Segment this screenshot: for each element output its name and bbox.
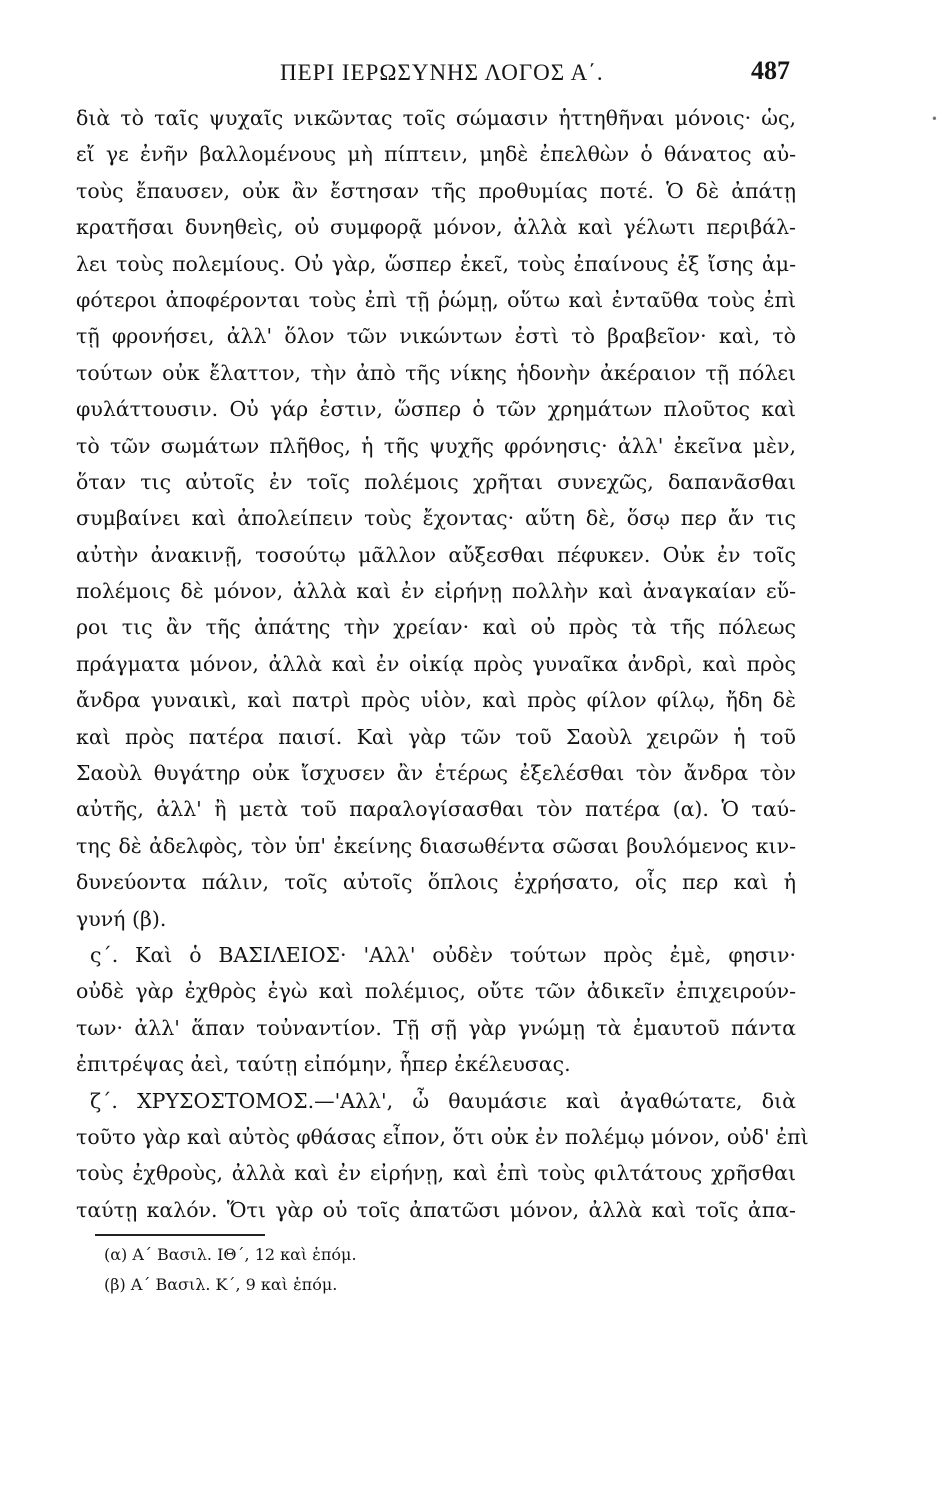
text-line: πολέμοις δὲ μόνον, ἀλλὰ καὶ ἐν εἰρήνῃ πολλὴν καὶ ἀναγκαίαν εὕ- <box>76 579 796 604</box>
text-line: τούτων οὐκ ἔλαττον, τὴν ἀπὸ τῆς νίκης ἡδονὴν ἀκέραιον τῇ πόλει <box>76 360 796 385</box>
text-line: εἴ γε ἐνῆν βαλλομένους μὴ πίπτειν, μηδὲ ἐπελθὼν ὁ θάνατος αὐ- <box>76 142 796 167</box>
text-line: αὐτῆς, ἀλλ' ἢ μετὰ τοῦ παραλογίσασθαι τὸν πατέρα (α). Ὁ ταύ- <box>76 797 796 822</box>
section-heading-line: ζ΄. ΧΡΥΣΟΣΤΟΜΟΣ.—'Αλλ', ὦ θαυμάσιε καὶ ἀγαθώτατε, διὰ <box>90 1088 796 1113</box>
footnote: (α) Α΄ Βασιλ. ΙΘ΄, 12 καὶ ἑπόμ. <box>104 1245 357 1264</box>
text-line: τὸ τῶν σωμάτων πλῆθος, ἡ τῆς ψυχῆς φρόνησις· ἀλλ' ἐκεῖνα μὲν, <box>76 433 796 458</box>
body-text <box>76 100 809 1228</box>
text-line: τοὺς ἔπαυσεν, οὐκ ἂν ἔστησαν τῆς προθυμίας ποτέ. Ὁ δὲ ἀπάτῃ <box>76 178 796 203</box>
text-line: ἄνδρα γυναικὶ, καὶ πατρὶ πρὸς υἱὸν, καὶ πρὸς φίλον φίλῳ, ἤδη δὲ <box>76 688 796 713</box>
page-number: 487 <box>751 56 790 85</box>
text-line: οὐδὲ γὰρ ἐχθρὸς ἐγὼ καὶ πολέμιος, οὔτε τῶν ἀδικεῖν ἐπιχειρούν- <box>76 979 796 1004</box>
text-line: γυνή (β). <box>76 906 167 931</box>
text-line: δυνεύοντα πάλιν, τοῖς αὐτοῖς ὅπλοις ἐχρήσατο, οἷς περ καὶ ἡ <box>76 870 796 895</box>
footnotes <box>104 1240 604 1300</box>
text-line: των· ἀλλ' ἅπαν τοὐναντίον. Τῇ σῇ γὰρ γνώμῃ τὰ ἐμαυτοῦ πάντα <box>76 1015 796 1040</box>
text-line: κρατῆσαι δυνηθεὶς, οὐ συμφορᾷ μόνον, ἀλλὰ καὶ γέλωτι περιβάλ- <box>76 215 796 240</box>
text-line: αὐτὴν ἀνακινῇ, τοσούτῳ μᾶλλον αὔξεσθαι πέφυκεν. Οὐκ ἐν τοῖς <box>76 542 796 567</box>
text-line: λει τοὺς πολεμίους. Οὐ γὰρ, ὥσπερ ἐκεῖ, τοὺς ἐπαίνους ἐξ ἴσης ἀμ- <box>76 251 796 276</box>
footnote-divider <box>95 1234 265 1236</box>
text-line: ροι τις ἂν τῆς ἀπάτης τὴν χρείαν· καὶ οὐ πρὸς τὰ τῆς πόλεως <box>76 615 796 640</box>
text-line: ἐπιτρέψας ἀεὶ, ταύτῃ εἰπόμην, ἧπερ ἐκέλευσας. <box>76 1052 571 1077</box>
text-line: φυλάττουσιν. Οὐ γάρ ἐστιν, ὥσπερ ὁ τῶν χρημάτων πλοῦτος καὶ <box>76 397 796 422</box>
text-line: ταύτῃ καλόν. Ὅτι γὰρ οὐ τοῖς ἀπατῶσι μόνον, ἀλλὰ καὶ τοῖς ἀπα- <box>76 1197 796 1222</box>
text-line: Σαοὺλ θυγάτηρ οὐκ ἴσχυσεν ἂν ἑτέρως ἐξελέσθαι τὸν ἄνδρα τὸν <box>76 761 796 786</box>
text-line: ὅταν τις αὐτοῖς ἐν τοῖς πολέμοις χρῆται συνεχῶς, δαπανᾶσθαι <box>76 469 796 494</box>
scan-edge-mark: • <box>930 112 938 126</box>
footnote: (β) Α΄ Βασιλ. Κ΄, 9 καὶ ἑπόμ. <box>104 1275 338 1294</box>
text-line: τοῦτο γὰρ καὶ αὐτὸς φθάσας εἶπον, ὅτι οὐκ ἐν πολέμῳ μόνον, οὐδ' ἐπὶ <box>76 1124 809 1149</box>
text-line: φότεροι ἀποφέρονται τοὺς ἐπὶ τῇ ῥώμῃ, οὕτω καὶ ἐνταῦθα τοὺς ἐπὶ <box>76 287 796 312</box>
text-line: τῇ φρονήσει, ἀλλ' ὅλον τῶν νικώντων ἐστὶ τὸ βραβεῖον· καὶ, τὸ <box>76 324 796 349</box>
text-line: τοὺς ἐχθροὺς, ἀλλὰ καὶ ἐν εἰρήνῃ, καὶ ἐπὶ τοὺς φιλτάτους χρῆσθαι <box>76 1161 796 1186</box>
section-heading-line: ς΄. Καὶ ὁ ΒΑΣΙΛΕΙΟΣ· 'Αλλ' οὐδὲν τούτων πρὸς ἐμὲ, φησιν· <box>90 942 796 967</box>
page-header <box>90 54 790 90</box>
text-line: συμβαίνει καὶ ἀπολείπειν τοὺς ἔχοντας· αὕτη δὲ, ὅσῳ περ ἄν τις <box>76 506 796 531</box>
text-line: διὰ τὸ ταῖς ψυχαῖς νικῶντας τοῖς σώμασιν ἡττηθῆναι μόνοις· ὡς, <box>76 106 796 130</box>
running-head: ΠΕΡΙ ΙΕΡΩΣΥΝΗΣ ΛΟΓΟΣ Α΄. <box>280 60 604 85</box>
text-line: καὶ πρὸς πατέρα παισί. Καὶ γὰρ τῶν τοῦ Σαοὺλ χειρῶν ἡ τοῦ <box>76 724 796 749</box>
text-line: της δὲ ἀδελφὸς, τὸν ὑπ' ἐκείνης διασωθέντα σῶσαι βουλόμενος κιν- <box>76 833 796 858</box>
text-line: πράγματα μόνον, ἀλλὰ καὶ ἐν οἰκίᾳ πρὸς γυναῖκα ἀνδρὶ, καὶ πρὸς <box>76 651 796 676</box>
